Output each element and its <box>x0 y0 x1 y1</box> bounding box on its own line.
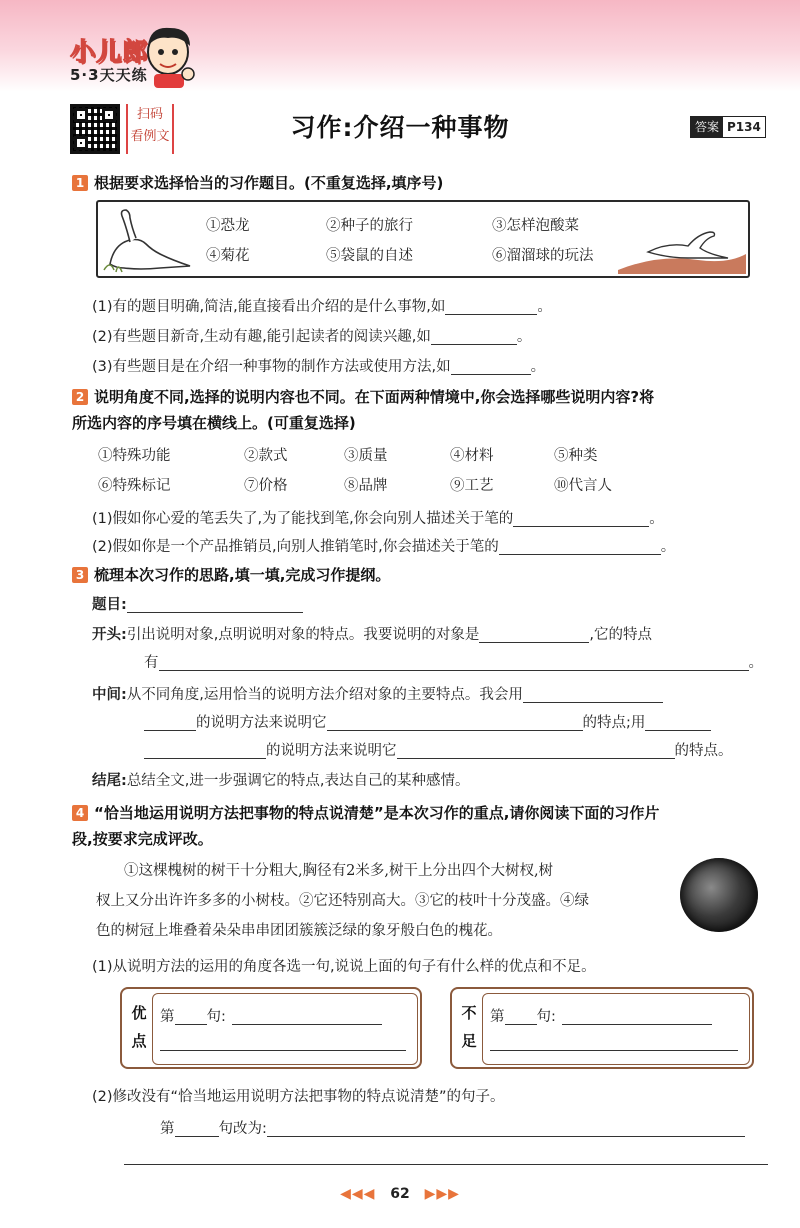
q3-intro-cont: 有 <box>144 655 159 671</box>
q3-middle-b: 的特点;用 <box>582 715 646 731</box>
answer-blank[interactable] <box>327 712 583 731</box>
answer-line[interactable] <box>160 1050 406 1051</box>
answer-blank[interactable] <box>479 624 589 643</box>
q4-prompt-cont: 段,按要求完成评改。 <box>72 830 213 848</box>
brand-logo-title: 小儿郎 <box>70 37 149 66</box>
q2-option: ⑨工艺 <box>450 478 494 494</box>
page-number: 62 <box>390 1186 410 1202</box>
answer-blank[interactable] <box>175 1006 207 1025</box>
seq-suffix: 句: <box>536 1009 556 1025</box>
rewrite-suffix: 句改为: <box>218 1121 267 1137</box>
q2-item-end: 。 <box>660 539 676 555</box>
answer-badge-page: P134 <box>727 120 761 134</box>
answer-blank[interactable] <box>127 594 303 613</box>
strength-label-char: 点 <box>131 1032 147 1050</box>
q2-prompt <box>72 384 654 410</box>
question-number: 2 <box>72 389 88 405</box>
q1-option: ④菊花 <box>206 248 250 264</box>
q3-middle-row <box>92 682 663 708</box>
q2-option: ⑩代言人 <box>554 478 612 494</box>
strength-label <box>128 989 150 1067</box>
question-number: 4 <box>72 805 88 821</box>
q2-item-text: (2)假如你是一个产品推销员,向别人推销笔时,你会描述关于笔的 <box>92 539 499 555</box>
weakness-label-char: 不 <box>461 1004 477 1022</box>
q2-option: ⑤种类 <box>554 448 598 464</box>
q2-item-end: 。 <box>649 511 664 527</box>
passage-line: ①这棵槐树的树干十分粗大,胸径有2米多,树干上分出四个大树杈,树 <box>124 863 554 879</box>
passage-line: 色的树冠上堆叠着朵朵串串团团簇簇泛绿的象牙般白色的槐花。 <box>96 923 502 939</box>
strength-sentence-row <box>160 1004 382 1030</box>
next-arrows-icon: ▶▶▶ <box>424 1186 460 1202</box>
q2-option: ⑥特殊标记 <box>98 478 171 494</box>
q1-item-text: (1)有的题目明确,简洁,能直接看出介绍的是什么事物,如 <box>92 299 446 315</box>
q2-option: ④材料 <box>450 448 494 464</box>
q1-item <box>92 354 545 380</box>
weakness-sentence-row <box>490 1004 712 1030</box>
q3-prompt <box>72 562 390 588</box>
scan-label-line: 扫码 <box>136 107 163 122</box>
seq-prefix: 第 <box>490 1009 505 1025</box>
q4-sub1: (1)从说明方法的运用的角度各选一句,说说上面的句子有什么样的优点和不足。 <box>92 959 596 975</box>
q1-item-end: 。 <box>516 329 532 345</box>
q1-item <box>92 294 552 320</box>
q4-prompt <box>72 800 659 826</box>
q3-title-row <box>92 592 303 618</box>
q1-option: ③怎样泡酸菜 <box>492 218 579 234</box>
q3-middle-a: 的说明方法来说明它 <box>196 715 327 731</box>
q3-intro-mid: ,它的特点 <box>589 627 653 643</box>
answer-blank[interactable] <box>144 740 266 759</box>
q1-item-end: 。 <box>530 359 546 375</box>
q1-item-end: 。 <box>537 299 552 315</box>
answer-blank[interactable] <box>523 684 663 703</box>
q3-middle-text: 从不同角度,运用恰当的说明方法介绍对象的主要特点。我会用 <box>126 687 523 703</box>
q4-sub2: (2)修改没有“恰当地运用说明方法把事物的特点说清楚”的句子。 <box>92 1089 505 1105</box>
q3-ending-text: 总结全文,进一步强调它的特点,表达自己的某种感情。 <box>126 773 470 789</box>
answer-blank[interactable] <box>397 740 675 759</box>
q2-item-text: (1)假如你心爱的笔丢失了,为了能找到笔,你会向别人描述关于笔的 <box>92 511 514 527</box>
weakness-label-char: 足 <box>461 1032 477 1050</box>
scan-label-line: 看例文 <box>130 129 170 144</box>
answer-blank[interactable] <box>645 712 711 731</box>
seq-suffix: 句: <box>206 1009 226 1025</box>
answer-blank[interactable] <box>505 1006 537 1025</box>
seq-prefix: 第 <box>160 1121 175 1137</box>
answer-blank[interactable] <box>513 508 649 527</box>
q2-option: ③质量 <box>344 448 388 464</box>
passage-line: 杈上又分出许许多多的小树枝。②它还特别高大。③它的枝叶十分茂盛。④绿 <box>96 893 589 909</box>
answer-blank[interactable] <box>451 356 531 375</box>
answer-blank[interactable] <box>267 1118 745 1137</box>
q4-prompt-text: “恰当地运用说明方法把事物的特点说清楚”是本次习作的重点,请你阅读下面的习作片 <box>94 804 660 822</box>
strength-label-char: 优 <box>131 1004 147 1022</box>
q2-item <box>92 534 675 560</box>
q2-option: ②款式 <box>244 448 288 464</box>
q3-middle-row-3 <box>144 738 733 764</box>
answer-line[interactable] <box>124 1164 768 1165</box>
dinosaur-illustration-icon <box>100 204 196 274</box>
q2-item <box>92 506 664 532</box>
q3-middle-row-2 <box>144 710 711 736</box>
answer-line[interactable] <box>490 1050 738 1051</box>
answer-badge-key: 答案 <box>691 117 723 137</box>
q3-ending-row <box>92 768 470 794</box>
q1-item <box>92 324 531 350</box>
weakness-label <box>458 989 480 1067</box>
answer-blank[interactable] <box>159 652 749 671</box>
q1-item-text: (2)有些题目新奇,生动有趣,能引起读者的阅读兴趣,如 <box>92 329 431 345</box>
mascot-boy-icon <box>140 22 198 88</box>
q3-intro-row <box>92 622 652 648</box>
q1-prompt <box>72 170 443 196</box>
q1-prompt-text: 根据要求选择恰当的习作题目。(不重复选择,填序号) <box>94 174 444 192</box>
q1-item-text: (3)有些题目是在介绍一种事物的制作方法或使用方法,如 <box>92 359 451 375</box>
q2-prompt-text: 说明角度不同,选择的说明内容也不同。在下面两种情境中,你会选择哪些说明内容?将 <box>94 388 655 406</box>
q2-prompt-cont: 所选内容的序号填在横线上。(可重复选择) <box>72 414 356 432</box>
q3-intro-end: 。 <box>748 655 763 671</box>
q1-option: ②种子的旅行 <box>326 218 413 234</box>
seq-prefix: 第 <box>160 1009 175 1025</box>
brand-logo-subtitle: 5·3天天练 <box>70 66 148 84</box>
q3-middle-label: 中间: <box>92 687 127 703</box>
q3-ending-label: 结尾: <box>92 773 127 789</box>
answer-blank[interactable] <box>175 1118 219 1137</box>
q3-prompt-text: 梳理本次习作的思路,填一填,完成习作提纲。 <box>94 566 391 584</box>
answer-blank[interactable] <box>499 536 661 555</box>
answer-blank[interactable] <box>232 1006 382 1025</box>
q2-option: ⑧品牌 <box>344 478 388 494</box>
dinosaur-landscape-illustration-icon <box>618 224 746 274</box>
answer-blank[interactable] <box>445 296 537 315</box>
answer-blank[interactable] <box>562 1006 712 1025</box>
q3-intro-text: 引出说明对象,点明说明对象的特点。我要说明的对象是 <box>126 627 480 643</box>
rewrite-row <box>160 1116 745 1142</box>
q1-option: ①恐龙 <box>206 218 250 234</box>
page-footer <box>0 1186 800 1202</box>
q3-intro-row-2 <box>144 650 763 676</box>
prev-arrows-icon: ◀◀◀ <box>340 1186 376 1202</box>
answer-page-badge <box>690 116 766 138</box>
question-number: 3 <box>72 567 88 583</box>
locust-tree-photo <box>680 858 758 932</box>
q2-option: ⑦价格 <box>244 478 288 494</box>
page-title: 习作:介绍一种事物 <box>290 113 510 142</box>
answer-blank[interactable] <box>144 712 196 731</box>
question-number: 1 <box>72 175 88 191</box>
q2-option: ①特殊功能 <box>98 448 171 464</box>
q3-middle-d: 的特点。 <box>674 743 733 759</box>
q1-option: ⑥溜溜球的玩法 <box>492 248 594 264</box>
q3-intro-label: 开头: <box>92 627 127 643</box>
q1-option: ⑤袋鼠的自述 <box>326 248 413 264</box>
q3-middle-c: 的说明方法来说明它 <box>266 743 397 759</box>
answer-blank[interactable] <box>431 326 517 345</box>
q3-title-label: 题目: <box>92 597 127 613</box>
